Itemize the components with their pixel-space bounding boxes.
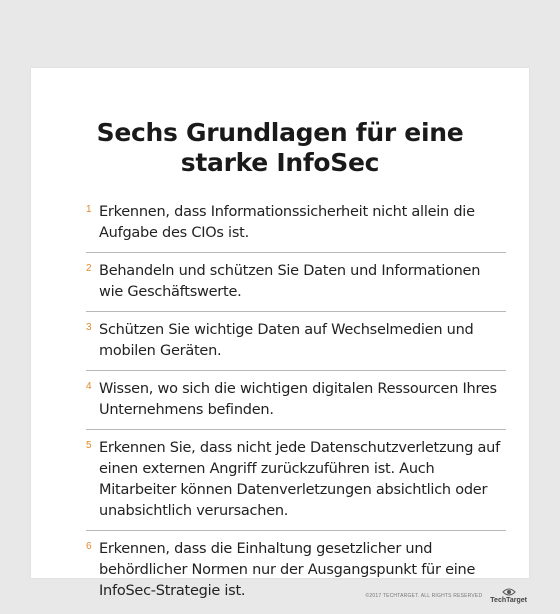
page-title [31, 118, 529, 178]
item-number: 2 [86, 263, 92, 274]
list-item [86, 194, 506, 252]
item-text: Erkennen, dass Informationssicherheit nicht allein die Aufgabe des CIOs ist. [99, 204, 475, 241]
item-number: 1 [86, 204, 92, 215]
item-number: 3 [86, 322, 92, 333]
list-item [86, 429, 506, 530]
item-text: Erkennen Sie, dass nicht jede Datenschutzverletzung auf einen externen Angriff zurückzuführen ist. Auch Mitarbeiter können Datenverletzungen absichtlich oder unabsichtlich verursachen. [99, 440, 500, 519]
title-line-1: Sechs Grundlagen für eine [96, 118, 464, 147]
list-item [86, 311, 506, 370]
title-line-2: starke InfoSec [180, 148, 380, 177]
copyright-text: ©2017 TECHTARGET. ALL RIGHTS RESERVED [365, 592, 483, 599]
item-number: 4 [86, 381, 92, 392]
eye-logo-icon [502, 587, 516, 597]
tips-list [86, 194, 506, 610]
item-number: 6 [86, 541, 92, 552]
item-text: Erkennen, dass die Einhaltung gesetzlicher und behördlicher Normen nur der Ausgangspunkt für eine InfoSec-Strategie ist. [99, 541, 476, 599]
item-text: Wissen, wo sich die wichtigen digitalen Ressourcen Ihres Unternehmens befinden. [99, 381, 497, 418]
item-text: Schützen Sie wichtige Daten auf Wechselmedien und mobilen Geräten. [99, 322, 474, 359]
brand-name: TechTarget [490, 597, 527, 604]
item-text: Behandeln und schützen Sie Daten und Informationen wie Geschäftswerte. [99, 263, 481, 300]
list-item [86, 370, 506, 429]
list-item [86, 252, 506, 311]
item-number: 5 [86, 440, 92, 451]
techtarget-logo [490, 587, 527, 604]
footer [366, 587, 527, 604]
